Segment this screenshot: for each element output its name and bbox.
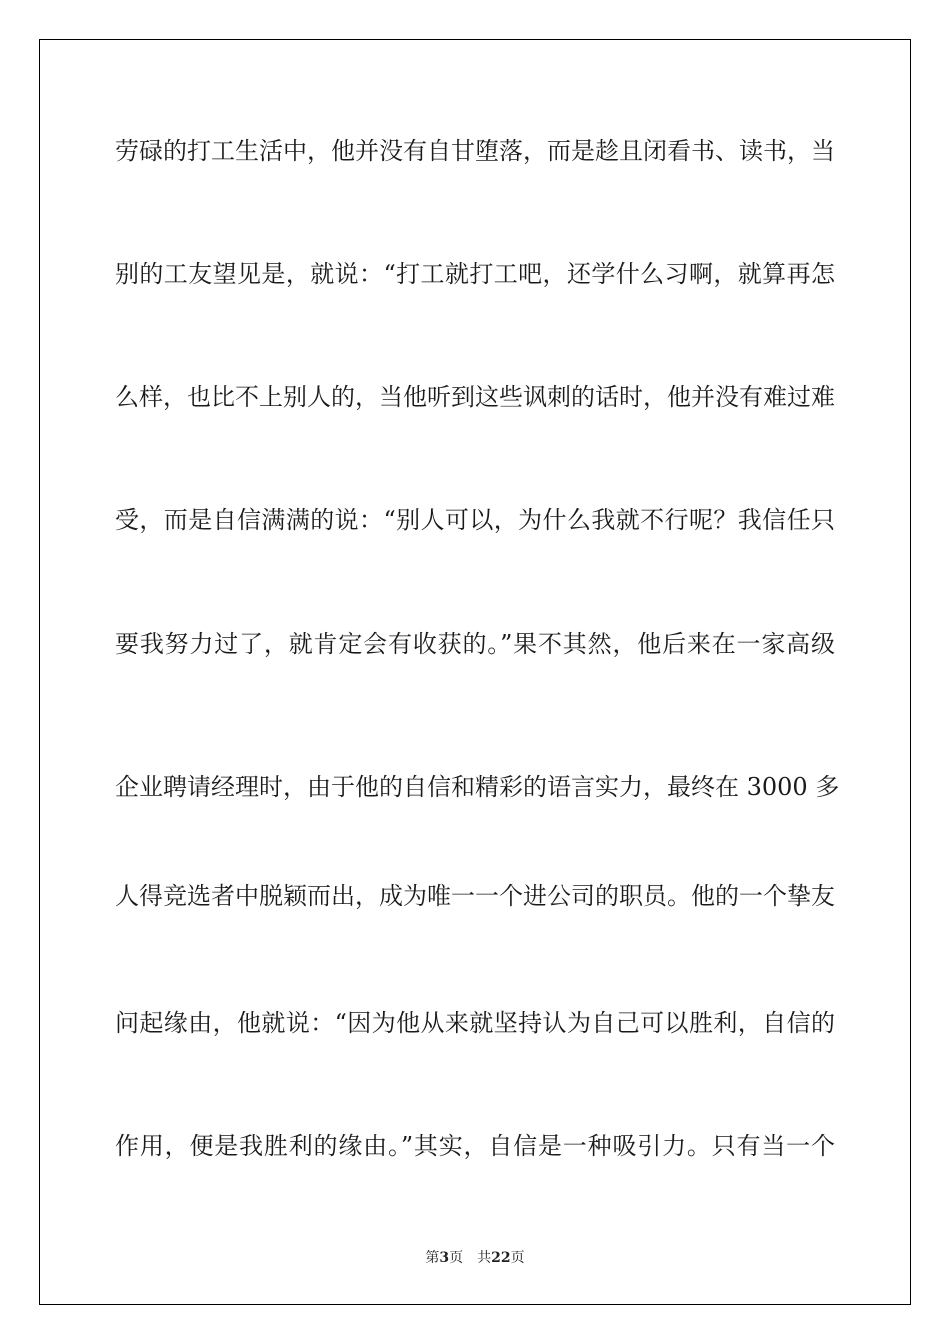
text-line: 作用，便是我胜利的缘由。”其实，自信是一种吸引力。只有当一个 bbox=[115, 1132, 835, 1160]
page-prefix: 第 bbox=[425, 1250, 440, 1266]
total-prefix: 共 bbox=[477, 1250, 492, 1266]
total-pages: 22 bbox=[491, 1250, 511, 1266]
page-border bbox=[39, 39, 911, 1305]
total-suffix: 页 bbox=[510, 1250, 525, 1266]
text-line: 别的工友望见是，就说：“打工就打工吧，还学什么习啊，就算再怎 bbox=[115, 260, 835, 288]
page-number: 3 bbox=[439, 1250, 450, 1266]
text-line: 企业聘请经理时，由于他的自信和精彩的语言实力，最终在 3000 多 bbox=[115, 773, 840, 801]
text-line: 人得竞选者中脱颖而出，成为唯一一个进公司的职员。他的一个挚友 bbox=[115, 882, 835, 910]
page-footer bbox=[0, 1248, 950, 1268]
text-line: 么样，也比不上别人的，当他听到这些讽刺的话时，他并没有难过难 bbox=[115, 383, 835, 411]
page-suffix: 页 bbox=[449, 1250, 464, 1266]
text-line: 问起缘由，他就说：“因为他从来就坚持认为自己可以胜利，自信的 bbox=[115, 1009, 835, 1037]
text-line: 劳碌的打工生活中，他并没有自甘堕落，而是趁且闭看书、读书，当 bbox=[115, 137, 835, 165]
text-line: 要我努力过了，就肯定会有收获的。”果不其然，他后来在一家高级 bbox=[115, 630, 835, 658]
text-line: 受，而是自信满满的说：“别人可以，为什么我就不行呢？我信任只 bbox=[115, 506, 835, 534]
